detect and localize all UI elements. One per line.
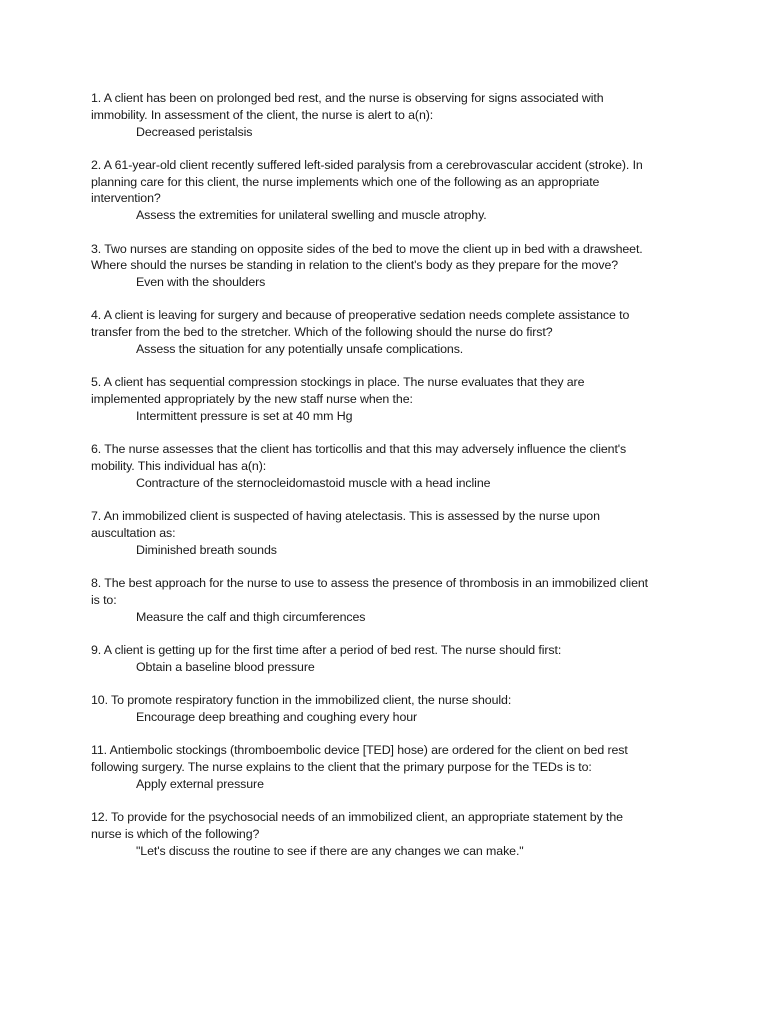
question-item-1 xyxy=(91,90,661,140)
answer-text: Measure the calf and thigh circumferences xyxy=(136,609,366,624)
question-text: 9. A client is getting up for the first time after a period of bed rest. The nurse should first: xyxy=(91,642,562,657)
question-item-6 xyxy=(91,441,661,491)
question-item-3 xyxy=(91,241,661,291)
answer-text: Intermittent pressure is set at 40 mm Hg xyxy=(136,408,353,423)
question-item-9 xyxy=(91,642,661,676)
answer-text: Contracture of the sternocleidomastoid muscle with a head incline xyxy=(136,475,491,490)
question-text: 5. A client has sequential compression stockings in place. The nurse evaluates that they are implemented appropriately by the new staff nurse when the: xyxy=(91,375,585,407)
answer-text: Diminished breath sounds xyxy=(136,542,277,557)
answer-text: Encourage deep breathing and coughing every hour xyxy=(136,709,418,724)
answer-text: Decreased peristalsis xyxy=(136,124,253,139)
question-text: 8. The best approach for the nurse to use to assess the presence of thrombosis in an immobilized client is to: xyxy=(91,576,648,607)
question-item-12 xyxy=(91,809,661,859)
answer-text: "Let's discuss the routine to see if there are any changes we can make." xyxy=(136,843,524,858)
answer-text: Assess the situation for any potentially unsafe complications. xyxy=(136,342,464,357)
question-item-5 xyxy=(91,374,661,424)
question-text: 11. Antiembolic stockings (thromboembolic device [TED] hose) are ordered for the client on bed rest following surgery. The nurse explains to the client that the primary purpose for the TEDs is to: xyxy=(91,743,628,774)
question-text: 10. To promote respiratory function in the immobilized client, the nurse should: xyxy=(91,693,512,708)
answer-text: Obtain a baseline blood pressure xyxy=(136,659,315,674)
question-text: 2. A 61-year-old client recently suffered left-sided paralysis from a cerebrovascular accident (stroke). In planning care for this client, the nurse implements which one of the following as an appropriate intervention? xyxy=(91,157,643,206)
question-item-8 xyxy=(91,575,661,625)
question-text: 4. A client is leaving for surgery and because of preoperative sedation needs complete assistance to transfer from the bed to the stretcher. Which of the following should the nurse do first? xyxy=(91,308,630,340)
question-item-11 xyxy=(91,742,661,792)
question-item-10 xyxy=(91,692,661,726)
question-item-2 xyxy=(91,157,661,224)
answer-text: Apply external pressure xyxy=(136,776,264,791)
question-text: 7. An immobilized client is suspected of having atelectasis. This is assessed by the nurse upon auscultation as: xyxy=(91,509,600,540)
question-list xyxy=(91,90,661,876)
question-text: 6. The nurse assesses that the client has torticollis and that this may adversely influence the client's mobility. This individual has a(n): xyxy=(91,442,627,474)
question-text: 3. Two nurses are standing on opposite sides of the bed to move the client up in bed with a drawsheet. Where should the nurses be standing in relation to the client's body as they prepare for the move? xyxy=(91,241,643,273)
question-item-7 xyxy=(91,508,661,558)
answer-text: Assess the extremities for unilateral swelling and muscle atrophy. xyxy=(136,208,487,223)
question-text: 12. To provide for the psychosocial needs of an immobilized client, an appropriate statement by the nurse is which of the following? xyxy=(91,810,623,841)
question-item-4 xyxy=(91,307,661,357)
answer-text: Even with the shoulders xyxy=(136,275,266,290)
question-text: 1. A client has been on prolonged bed rest, and the nurse is observing for signs associated with immobility. In assessment of the client, the nurse is alert to a(n): xyxy=(91,91,604,122)
